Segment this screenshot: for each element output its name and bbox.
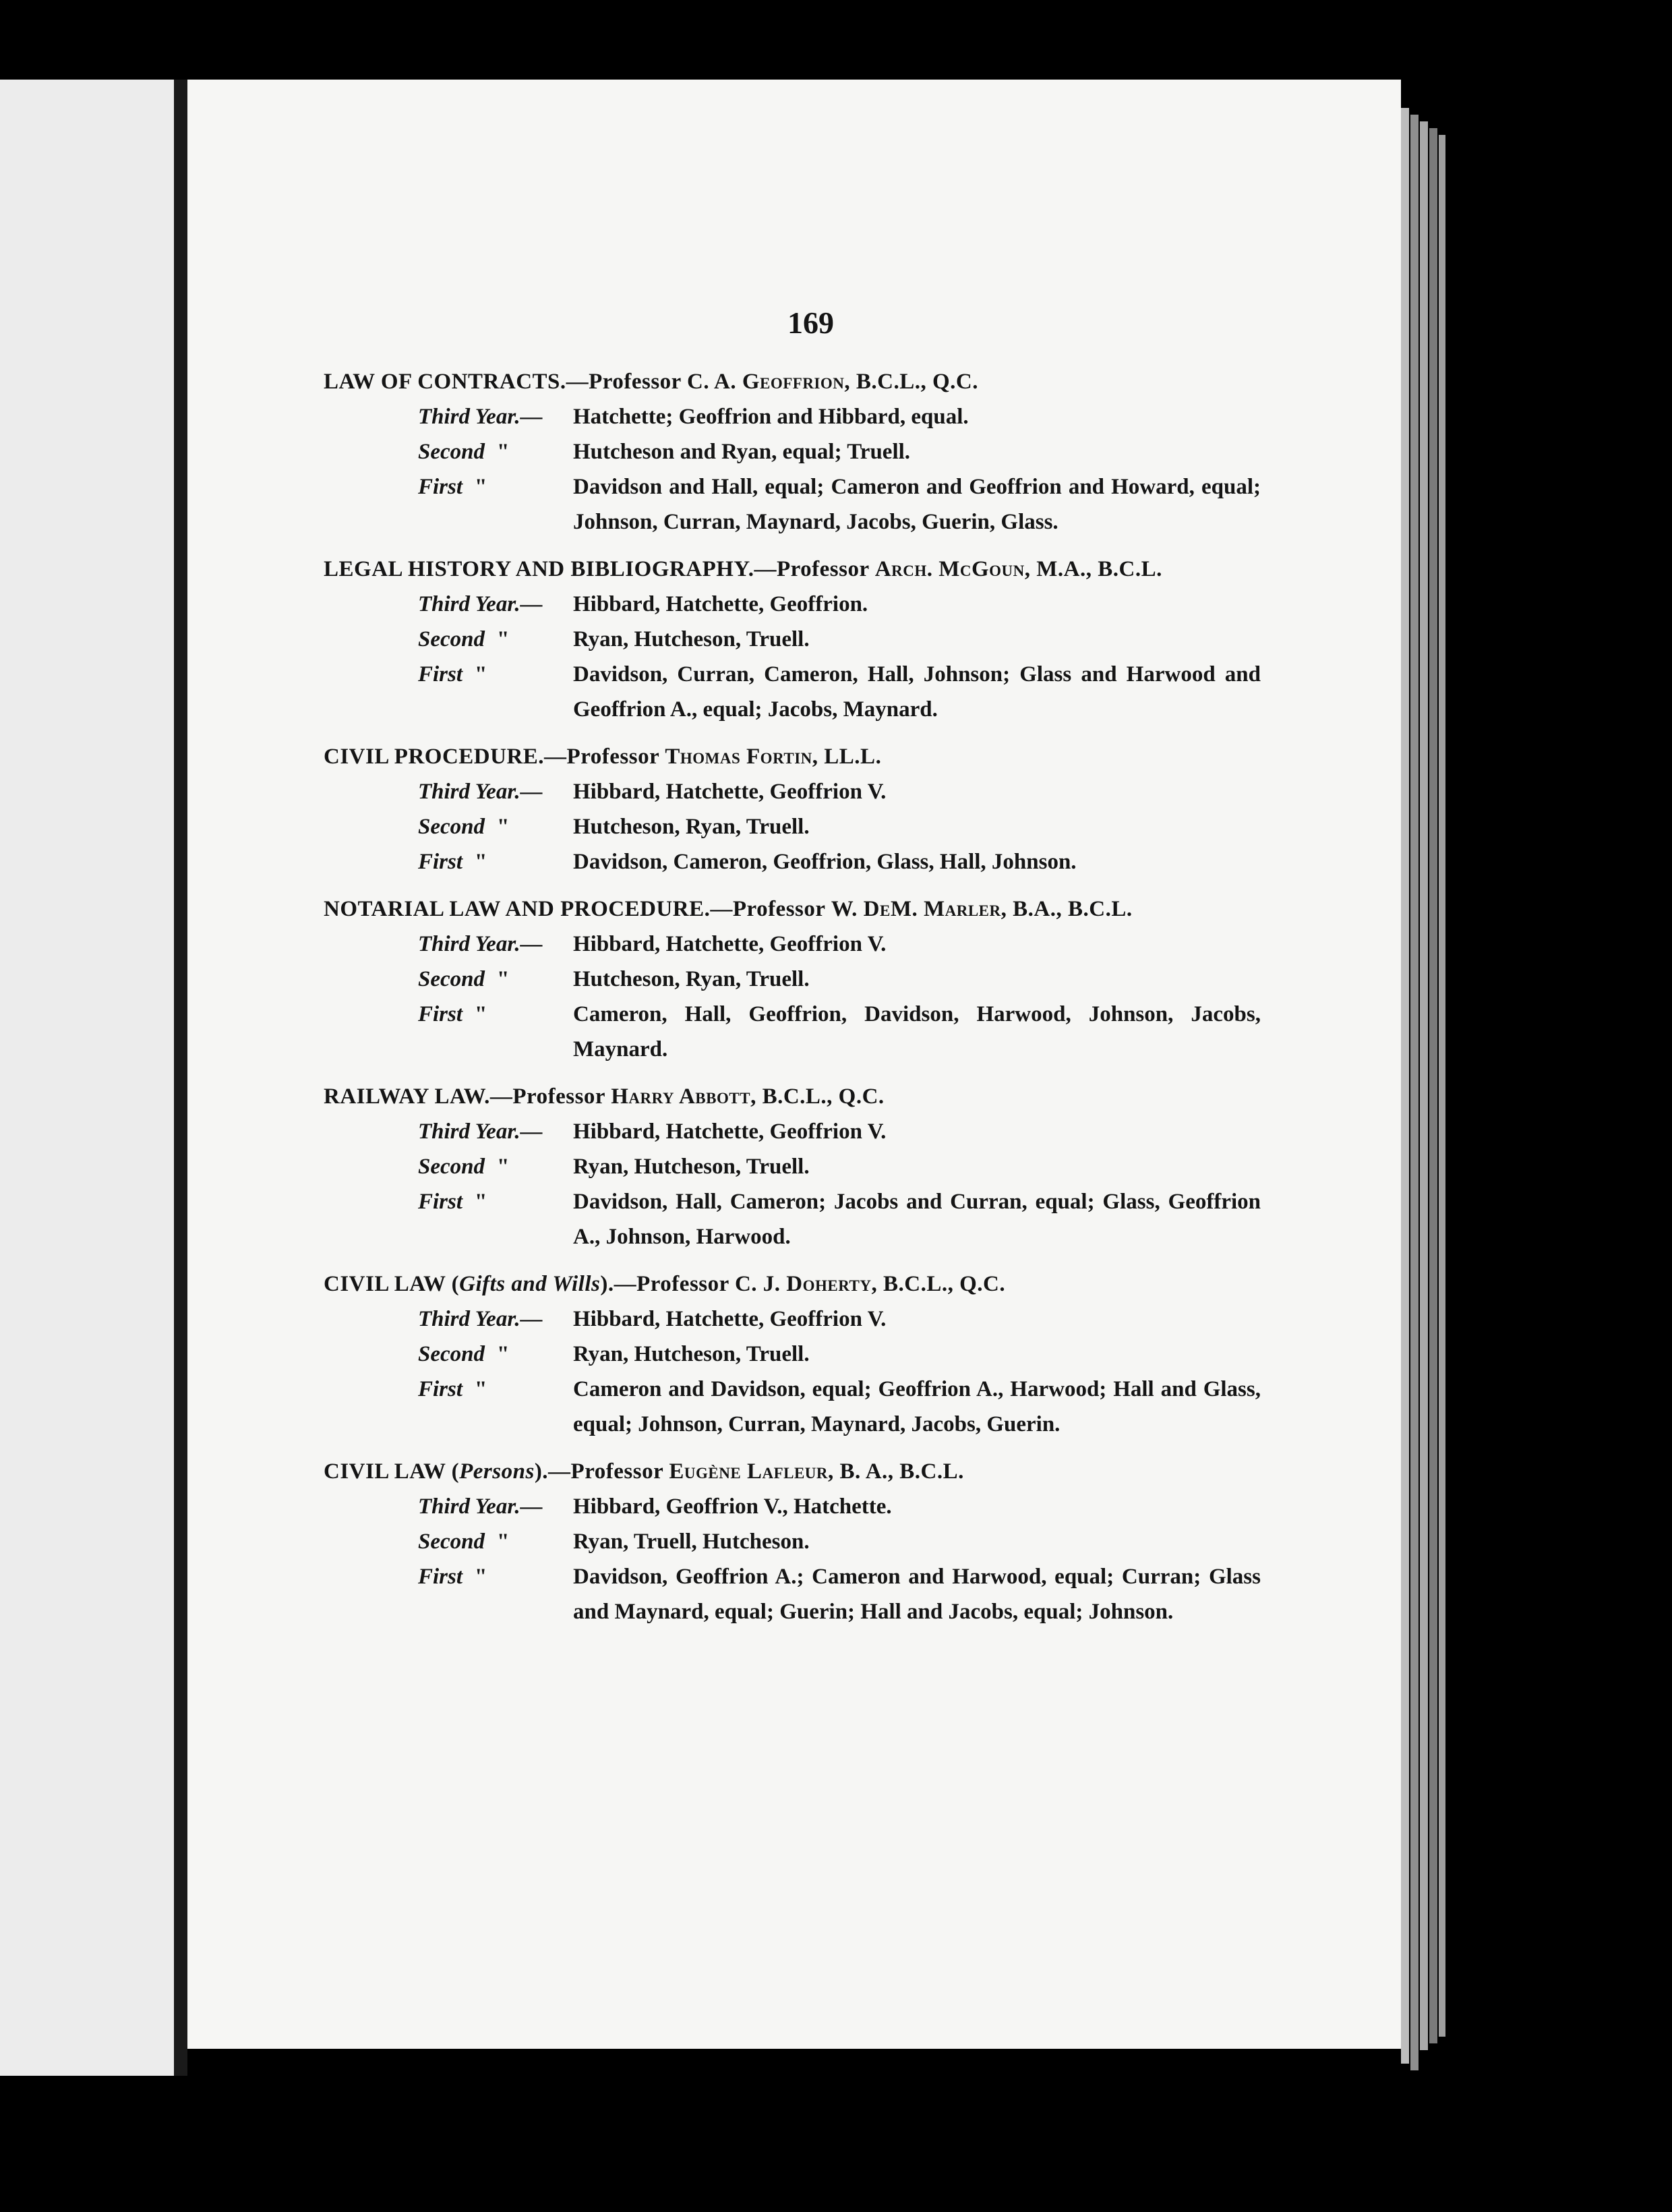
- page-stack-edge: [1439, 135, 1445, 2037]
- professor-name: C. A. Geoffrion: [686, 370, 845, 394]
- ditto-mark: ": [497, 1342, 510, 1366]
- year-label: Third Year.—: [418, 1494, 543, 1519]
- year-label: Third Year.—: [418, 1307, 543, 1331]
- course-heading: [324, 552, 1261, 587]
- page-stack-edge: [1410, 115, 1419, 2070]
- student-names: Davidson, Cameron, Geoffrion, Glass, Hall, Johnson.: [573, 850, 1077, 874]
- student-names: Hutcheson, Ryan, Truell.: [573, 815, 810, 839]
- professor-degrees: , LL.L.: [812, 745, 882, 769]
- course-title: LEGAL HISTORY AND BIBLIOGRAPHY.—Professor: [324, 557, 870, 581]
- course-heading: [324, 1079, 1261, 1114]
- year-label: Second ": [418, 1524, 573, 1559]
- year-label: First ": [418, 1559, 573, 1629]
- course-title: RAILWAY LAW.—Professor: [324, 1084, 605, 1109]
- professor-degrees: , B.C.L., Q.C.: [871, 1272, 1006, 1296]
- professor-degrees: , B.C.L., Q.C.: [750, 1084, 885, 1109]
- student-names: Hibbard, Hatchette, Geoffrion V.: [573, 1119, 887, 1144]
- ranking-row: [324, 1302, 1261, 1337]
- student-names: Davidson, Geoffrion A.; Cameron and Harwood, equal; Curran; Glass and Maynard, equal; Guerin; Hall and Jacobs, equal; Johnson.: [573, 1565, 1261, 1624]
- year-label: Second ": [418, 1337, 573, 1372]
- course-section: [324, 552, 1261, 727]
- ditto-mark: ": [497, 440, 510, 464]
- page-stack-edge: [1429, 128, 1437, 2043]
- course-title-italic: Persons: [459, 1459, 535, 1484]
- ranking-row: [324, 1372, 1261, 1442]
- student-names: Hatchette; Geoffrion and Hibbard, equal.: [573, 405, 969, 429]
- ranking-row: [324, 1114, 1261, 1149]
- ranking-row: [324, 622, 1261, 657]
- ranking-row: [324, 997, 1261, 1067]
- year-label: Third Year.—: [418, 1119, 543, 1144]
- course-section: [324, 1454, 1261, 1629]
- year-label: Third Year.—: [418, 932, 543, 956]
- student-names: Hibbard, Hatchette, Geoffrion V.: [573, 932, 887, 956]
- year-label: First ": [418, 1372, 573, 1442]
- page-content: [324, 364, 1261, 1641]
- ditto-mark: ": [475, 1565, 487, 1589]
- ranking-row: [324, 1184, 1261, 1254]
- year-label: Third Year.—: [418, 592, 543, 616]
- ranking-row: [324, 927, 1261, 962]
- course-heading: [324, 364, 1261, 399]
- year-label: First ": [418, 997, 573, 1067]
- professor-name: C. J. Doherty: [734, 1272, 872, 1296]
- year-label: Third Year.—: [418, 405, 543, 429]
- course-title: CIVIL PROCEDURE.—Professor: [324, 745, 659, 769]
- ranking-row: [324, 809, 1261, 844]
- student-names: Hibbard, Hatchette, Geoffrion.: [573, 592, 868, 616]
- ranking-row: [324, 1337, 1261, 1372]
- professor-name: W. DeM. Marler: [831, 897, 1001, 921]
- ditto-mark: ": [475, 662, 487, 687]
- year-label: First ": [418, 469, 573, 540]
- student-names: Hutcheson and Ryan, equal; Truell.: [573, 440, 911, 464]
- page-stack-edge: [1420, 121, 1428, 2050]
- ranking-row: [324, 962, 1261, 997]
- student-names: Hibbard, Hatchette, Geoffrion V.: [573, 1307, 887, 1331]
- student-names: Ryan, Truell, Hutcheson.: [573, 1530, 810, 1554]
- year-label: Second ": [418, 809, 573, 844]
- ranking-row: [324, 1559, 1261, 1629]
- course-title-after: ).—Professor: [600, 1272, 729, 1296]
- professor-name: Arch. McGoun: [874, 557, 1025, 581]
- ditto-mark: ": [497, 1155, 510, 1179]
- course-section: [324, 1079, 1261, 1254]
- ranking-row: [324, 399, 1261, 434]
- year-label: Second ": [418, 434, 573, 469]
- student-names: Hutcheson, Ryan, Truell.: [573, 967, 810, 991]
- year-label: Second ": [418, 622, 573, 657]
- ditto-mark: ": [475, 1190, 487, 1214]
- course-section: [324, 892, 1261, 1067]
- year-label: Second ": [418, 1149, 573, 1184]
- professor-name: Thomas Fortin: [665, 745, 812, 769]
- ditto-mark: ": [497, 815, 510, 839]
- year-label: First ": [418, 657, 573, 727]
- course-title: CIVIL LAW (: [324, 1459, 460, 1484]
- ditto-mark: ": [475, 850, 487, 874]
- year-label: First ": [418, 1184, 573, 1254]
- book-gutter: [174, 80, 187, 2076]
- course-title: LAW OF CONTRACTS.—Professor: [324, 370, 682, 394]
- course-title: CIVIL LAW (: [324, 1272, 460, 1296]
- student-names: Davidson and Hall, equal; Cameron and Geoffrion and Howard, equal; Johnson, Curran, Maynard, Jacobs, Guerin, Glass.: [573, 475, 1261, 534]
- course-heading: [324, 892, 1261, 927]
- ditto-mark: ": [475, 1002, 487, 1026]
- ranking-row: [324, 844, 1261, 879]
- ranking-row: [324, 469, 1261, 540]
- ranking-row: [324, 657, 1261, 727]
- professor-degrees: , B. A., B.C.L.: [828, 1459, 964, 1484]
- course-heading: [324, 1267, 1261, 1302]
- student-names: Ryan, Hutcheson, Truell.: [573, 1342, 810, 1366]
- student-names: Hibbard, Geoffrion V., Hatchette.: [573, 1494, 892, 1519]
- course-section: [324, 739, 1261, 879]
- student-names: Cameron, Hall, Geoffrion, Davidson, Harwood, Johnson, Jacobs, Maynard.: [573, 1002, 1261, 1061]
- ranking-row: [324, 587, 1261, 622]
- ditto-mark: ": [497, 1530, 510, 1554]
- student-names: Hibbard, Hatchette, Geoffrion V.: [573, 780, 887, 804]
- student-names: Davidson, Hall, Cameron; Jacobs and Curran, equal; Glass, Geoffrion A., Johnson, Harwood.: [573, 1190, 1261, 1249]
- facing-page-edge: [0, 80, 174, 2076]
- student-names: Davidson, Curran, Cameron, Hall, Johnson; Glass and Harwood and Geoffrion A., equal; Jacobs, Maynard.: [573, 662, 1261, 722]
- course-title-after: ).—Professor: [534, 1459, 663, 1484]
- page-number: 169: [787, 305, 834, 340]
- professor-degrees: , B.A., B.C.L.: [1001, 897, 1133, 921]
- year-label: Third Year.—: [418, 780, 543, 804]
- ditto-mark: ": [475, 475, 487, 499]
- year-label: First ": [418, 844, 573, 879]
- ditto-mark: ": [497, 627, 510, 651]
- course-heading: [324, 739, 1261, 774]
- ranking-row: [324, 774, 1261, 809]
- ranking-row: [324, 1149, 1261, 1184]
- student-names: Ryan, Hutcheson, Truell.: [573, 1155, 810, 1179]
- professor-degrees: , B.C.L., Q.C.: [844, 370, 978, 394]
- ranking-row: [324, 1524, 1261, 1559]
- year-label: Second ": [418, 962, 573, 997]
- course-title-italic: Gifts and Wills: [459, 1272, 601, 1296]
- student-names: Cameron and Davidson, equal; Geoffrion A., Harwood; Hall and Glass, equal; Johnson, Curran, Maynard, Jacobs, Guerin.: [573, 1377, 1261, 1436]
- ranking-row: [324, 434, 1261, 469]
- ranking-row: [324, 1489, 1261, 1524]
- course-section: [324, 364, 1261, 540]
- ditto-mark: ": [497, 967, 510, 991]
- course-section: [324, 1267, 1261, 1442]
- course-title: NOTARIAL LAW AND PROCEDURE.—Professor: [324, 897, 825, 921]
- course-heading: [324, 1454, 1261, 1489]
- student-names: Ryan, Hutcheson, Truell.: [573, 627, 810, 651]
- ditto-mark: ": [475, 1377, 487, 1401]
- professor-degrees: , M.A., B.C.L.: [1024, 557, 1162, 581]
- professor-name: Harry Abbott: [611, 1084, 751, 1109]
- professor-name: Eugène Lafleur: [669, 1459, 829, 1484]
- page-stack-edge: [1401, 108, 1409, 2064]
